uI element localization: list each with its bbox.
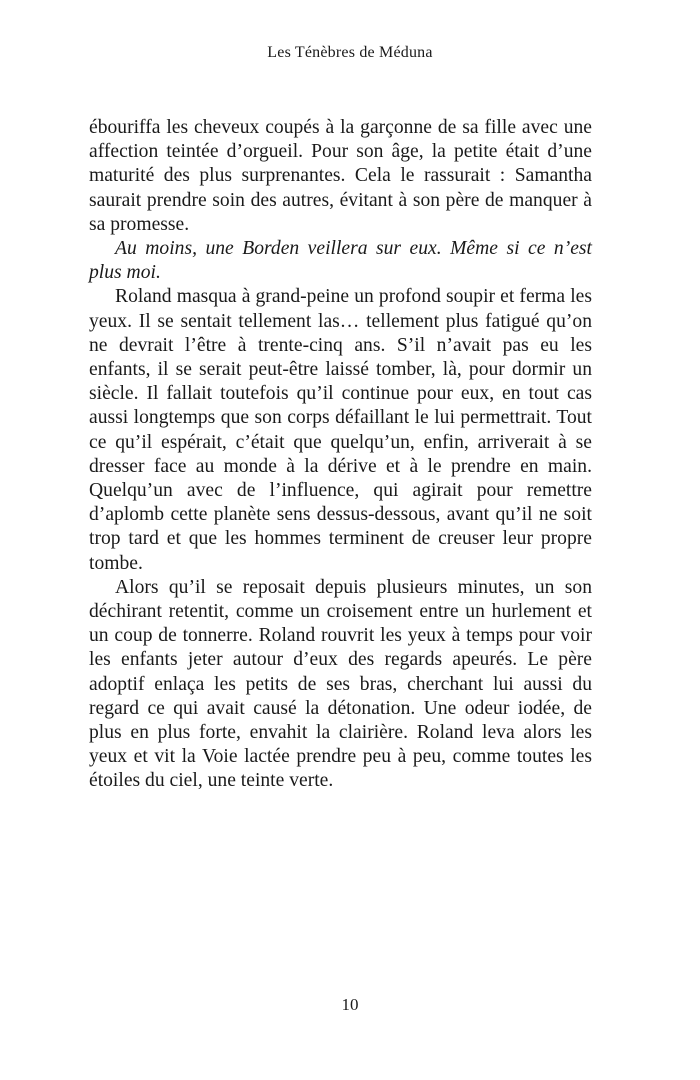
running-title: Les Ténèbres de Méduna (267, 44, 433, 61)
page-number: 10 (341, 995, 359, 1014)
paragraph-inner-thought: Au moins, une Borden veillera sur eux. Même si ce n’est plus moi. (89, 238, 592, 284)
paragraph-green-sky: Alors qu’il se reposait depuis plusieurs minutes, un son déchirant retentit, comme un croisement entre un hurlement et un coup de tonnerre. Roland rouvrit les yeux à temps pour voir les enfants jeter autour d’eux des regards apeurés. Le père adoptif enlaça les petits de ses bras, cherchant lui aussi du regard ce qui avait causé la détonation. Une odeur iodée, de plus en plus forte, envahit la clairière. Roland leva alors les yeux et vit la Voie lactée prendre peu à peu, comme toutes les étoiles du ciel, une teinte verte. (89, 576, 592, 792)
paragraph-roland-tired: Roland masqua à grand-peine un profond soupir et ferma les yeux. Il se sentait tellement las… tellement plus fatigué qu’on ne devrait l’être à trente-cinq ans. S’il n’avait pas eu les enfants, il se serait peut-être laissé tomber, là, pour dormir un siècle. Il fallait toutefois qu’il continue pour eux, en tout cas aussi longtemps que son corps défaillant le lui permettrait. Tout ce qu’il espérait, c’était que quelqu’un, enfin, arriverait à se dresser face au monde à la dérive et à le prendre en main. Quelqu’un avec de l’influence, qui agirait pour remettre d’aplomb cette planète sens dessus-dessous, avant qu’il ne soit trop tard et que les hommes terminent de creuser leur propre tombe. (89, 286, 592, 574)
paragraph-continuation: ébouriffa les cheveux coupés à la garçonne de sa fille avec une affection teintée d’orgueil. Pour son âge, la petite était d’une maturité des plus surprenantes. Cela le rassurait : Samantha saurait prendre soin des autres, évitant à son père de manquer à sa promesse. (89, 117, 592, 235)
body-text (89, 116, 592, 794)
